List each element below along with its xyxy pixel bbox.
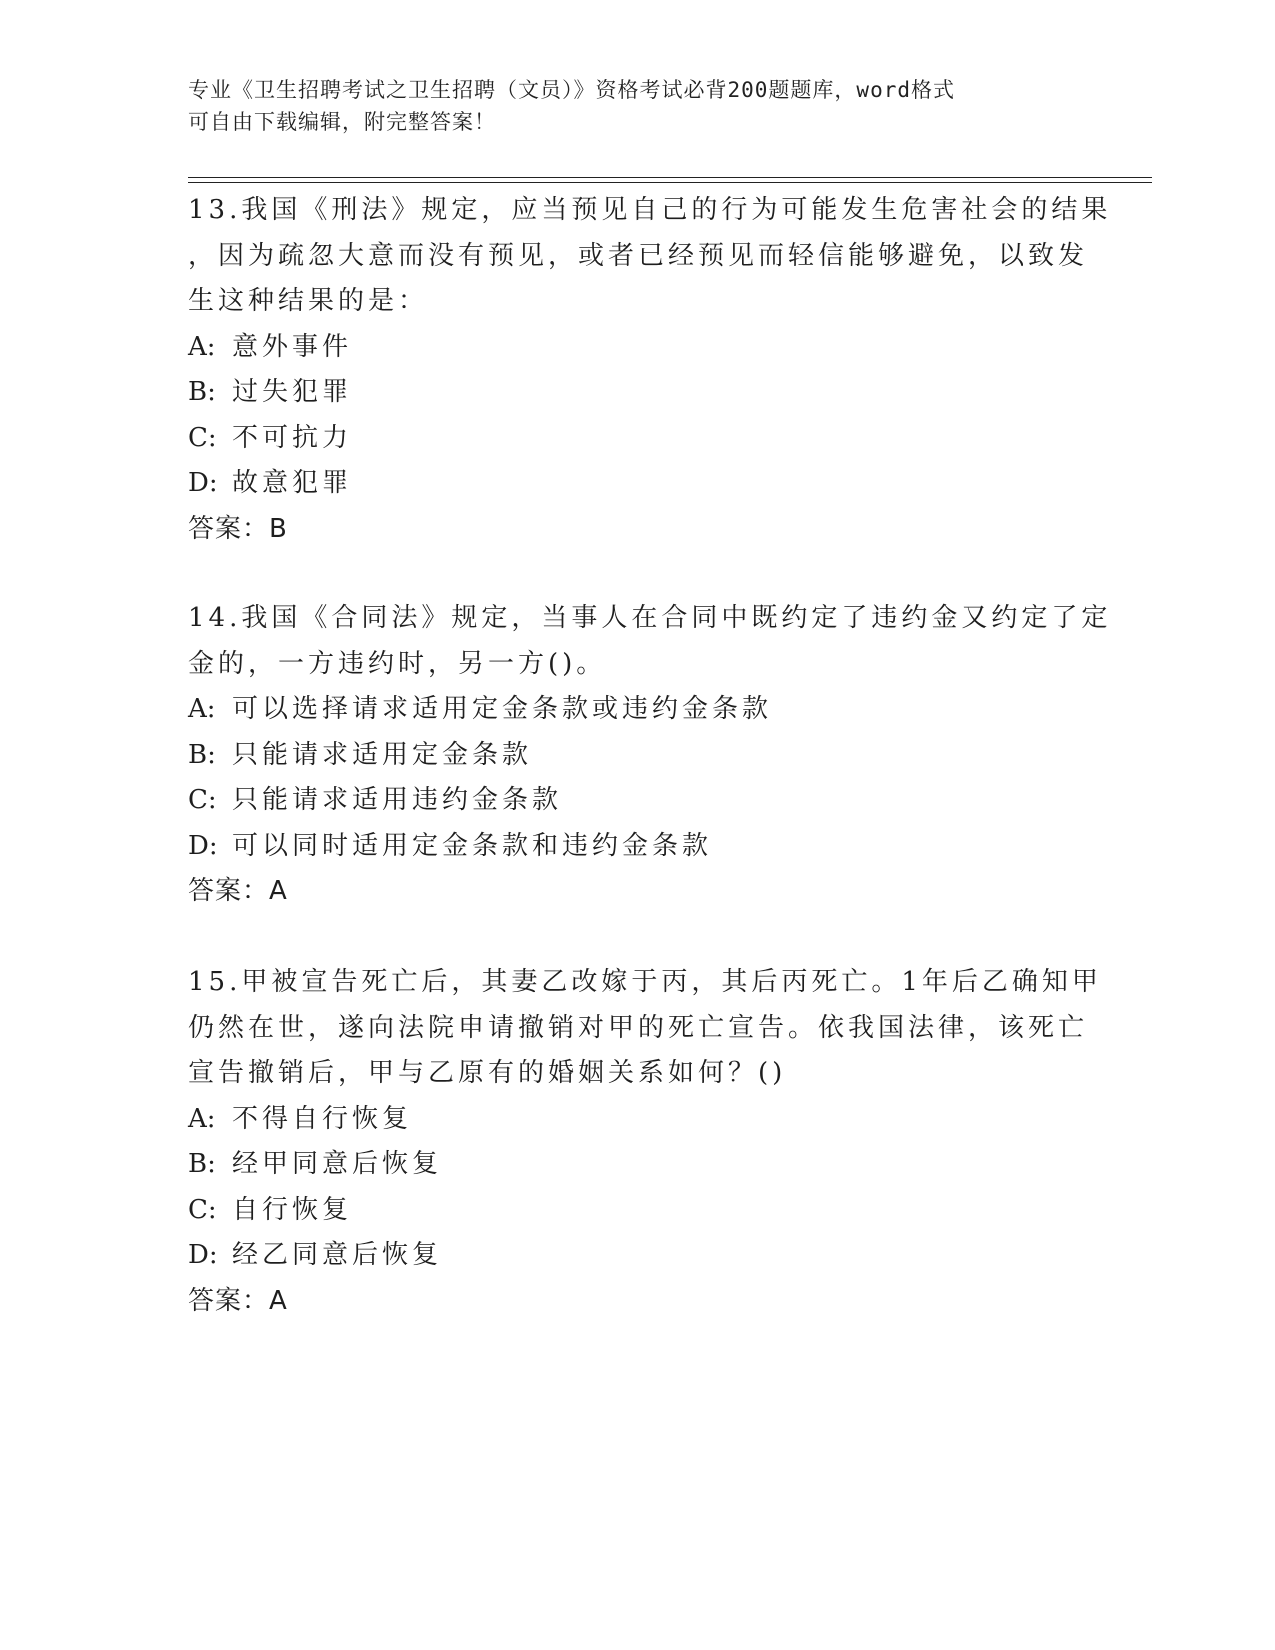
- option-text: 只能请求适用定金条款: [232, 739, 533, 770]
- option-text: 可以同时适用定金条款和违约金条款: [232, 830, 713, 861]
- option-d: [188, 461, 1088, 507]
- question-text-line: ，因为疏忽大意而没有预见，或者已经预见而轻信能够避免，以致发: [188, 240, 1089, 271]
- question-15: [188, 960, 1102, 1324]
- option-letter: A:: [188, 331, 216, 362]
- option-text: 经乙同意后恢复: [232, 1240, 443, 1270]
- header-divider-top: [188, 177, 1152, 178]
- option-letter: C:: [188, 1194, 217, 1225]
- question-text-line: 仍然在世，遂向法院申请撤销对甲的死亡宣告。依我国法律，该死亡: [188, 1012, 1089, 1043]
- option-letter: D:: [188, 1240, 218, 1270]
- option-letter: D:: [188, 468, 218, 498]
- question-text-line: 14.我国《合同法》规定，当事人在合同中既约定了违约金又约定了定: [188, 603, 1112, 633]
- option-letter: C:: [188, 422, 217, 453]
- option-text: 不可抗力: [232, 422, 353, 453]
- header-line-2: 可自由下载编辑，附完整答案！: [188, 110, 496, 134]
- option-letter: C:: [188, 785, 217, 815]
- option-text: 可以选择请求适用定金条款或违约金条款: [232, 694, 773, 724]
- question-13: [188, 188, 1112, 552]
- option-d: [188, 824, 1088, 870]
- option-text: 意外事件: [232, 331, 353, 362]
- option-letter: A:: [188, 1103, 216, 1134]
- question-text-line: 宣告撤销后，甲与乙原有的婚姻关系如何？(): [188, 1058, 787, 1088]
- question-text-line: 15.甲被宣告死亡后，其妻乙改嫁于丙，其后丙死亡。1年后乙确知甲: [188, 967, 1102, 997]
- option-text: 只能请求适用违约金条款: [232, 785, 563, 815]
- question-text-line: 13.我国《刑法》规定，应当预见自己的行为可能发生危害社会的结果: [188, 195, 1112, 225]
- option-text: 故意犯罪: [232, 468, 353, 498]
- option-d: [188, 1233, 1088, 1279]
- answer-label: 答案：A: [188, 1285, 288, 1316]
- option-letter: B:: [188, 377, 216, 407]
- option-text: 经甲同意后恢复: [232, 1149, 443, 1179]
- option-text: 自行恢复: [232, 1194, 353, 1225]
- question-text-line: 生这种结果的是：: [188, 286, 429, 316]
- option-c: [188, 778, 1088, 824]
- option-a: [188, 687, 1088, 733]
- question-text-line: 金的，一方违约时，另一方()。: [188, 648, 607, 679]
- option-text: 不得自行恢复: [232, 1103, 413, 1134]
- option-b: [188, 733, 1088, 779]
- option-letter: D:: [188, 830, 218, 861]
- option-c: [188, 416, 1088, 462]
- option-b: [188, 370, 1088, 416]
- option-b: [188, 1142, 1088, 1188]
- option-letter: A:: [188, 694, 216, 724]
- document-header: [188, 74, 1068, 138]
- option-a: [188, 325, 1088, 371]
- header-line-1: 专业《卫生招聘考试之卫生招聘（文员）》资格考试必背200题题库，word格式: [188, 78, 955, 102]
- option-c: [188, 1188, 1088, 1234]
- option-text: 过失犯罪: [232, 377, 353, 407]
- header-divider-bottom: [188, 182, 1152, 183]
- answer-label: 答案：B: [188, 513, 288, 544]
- question-14: [188, 596, 1112, 915]
- answer-label: 答案：A: [188, 876, 288, 906]
- option-a: [188, 1097, 1088, 1143]
- option-letter: B:: [188, 739, 216, 770]
- option-letter: B:: [188, 1149, 216, 1179]
